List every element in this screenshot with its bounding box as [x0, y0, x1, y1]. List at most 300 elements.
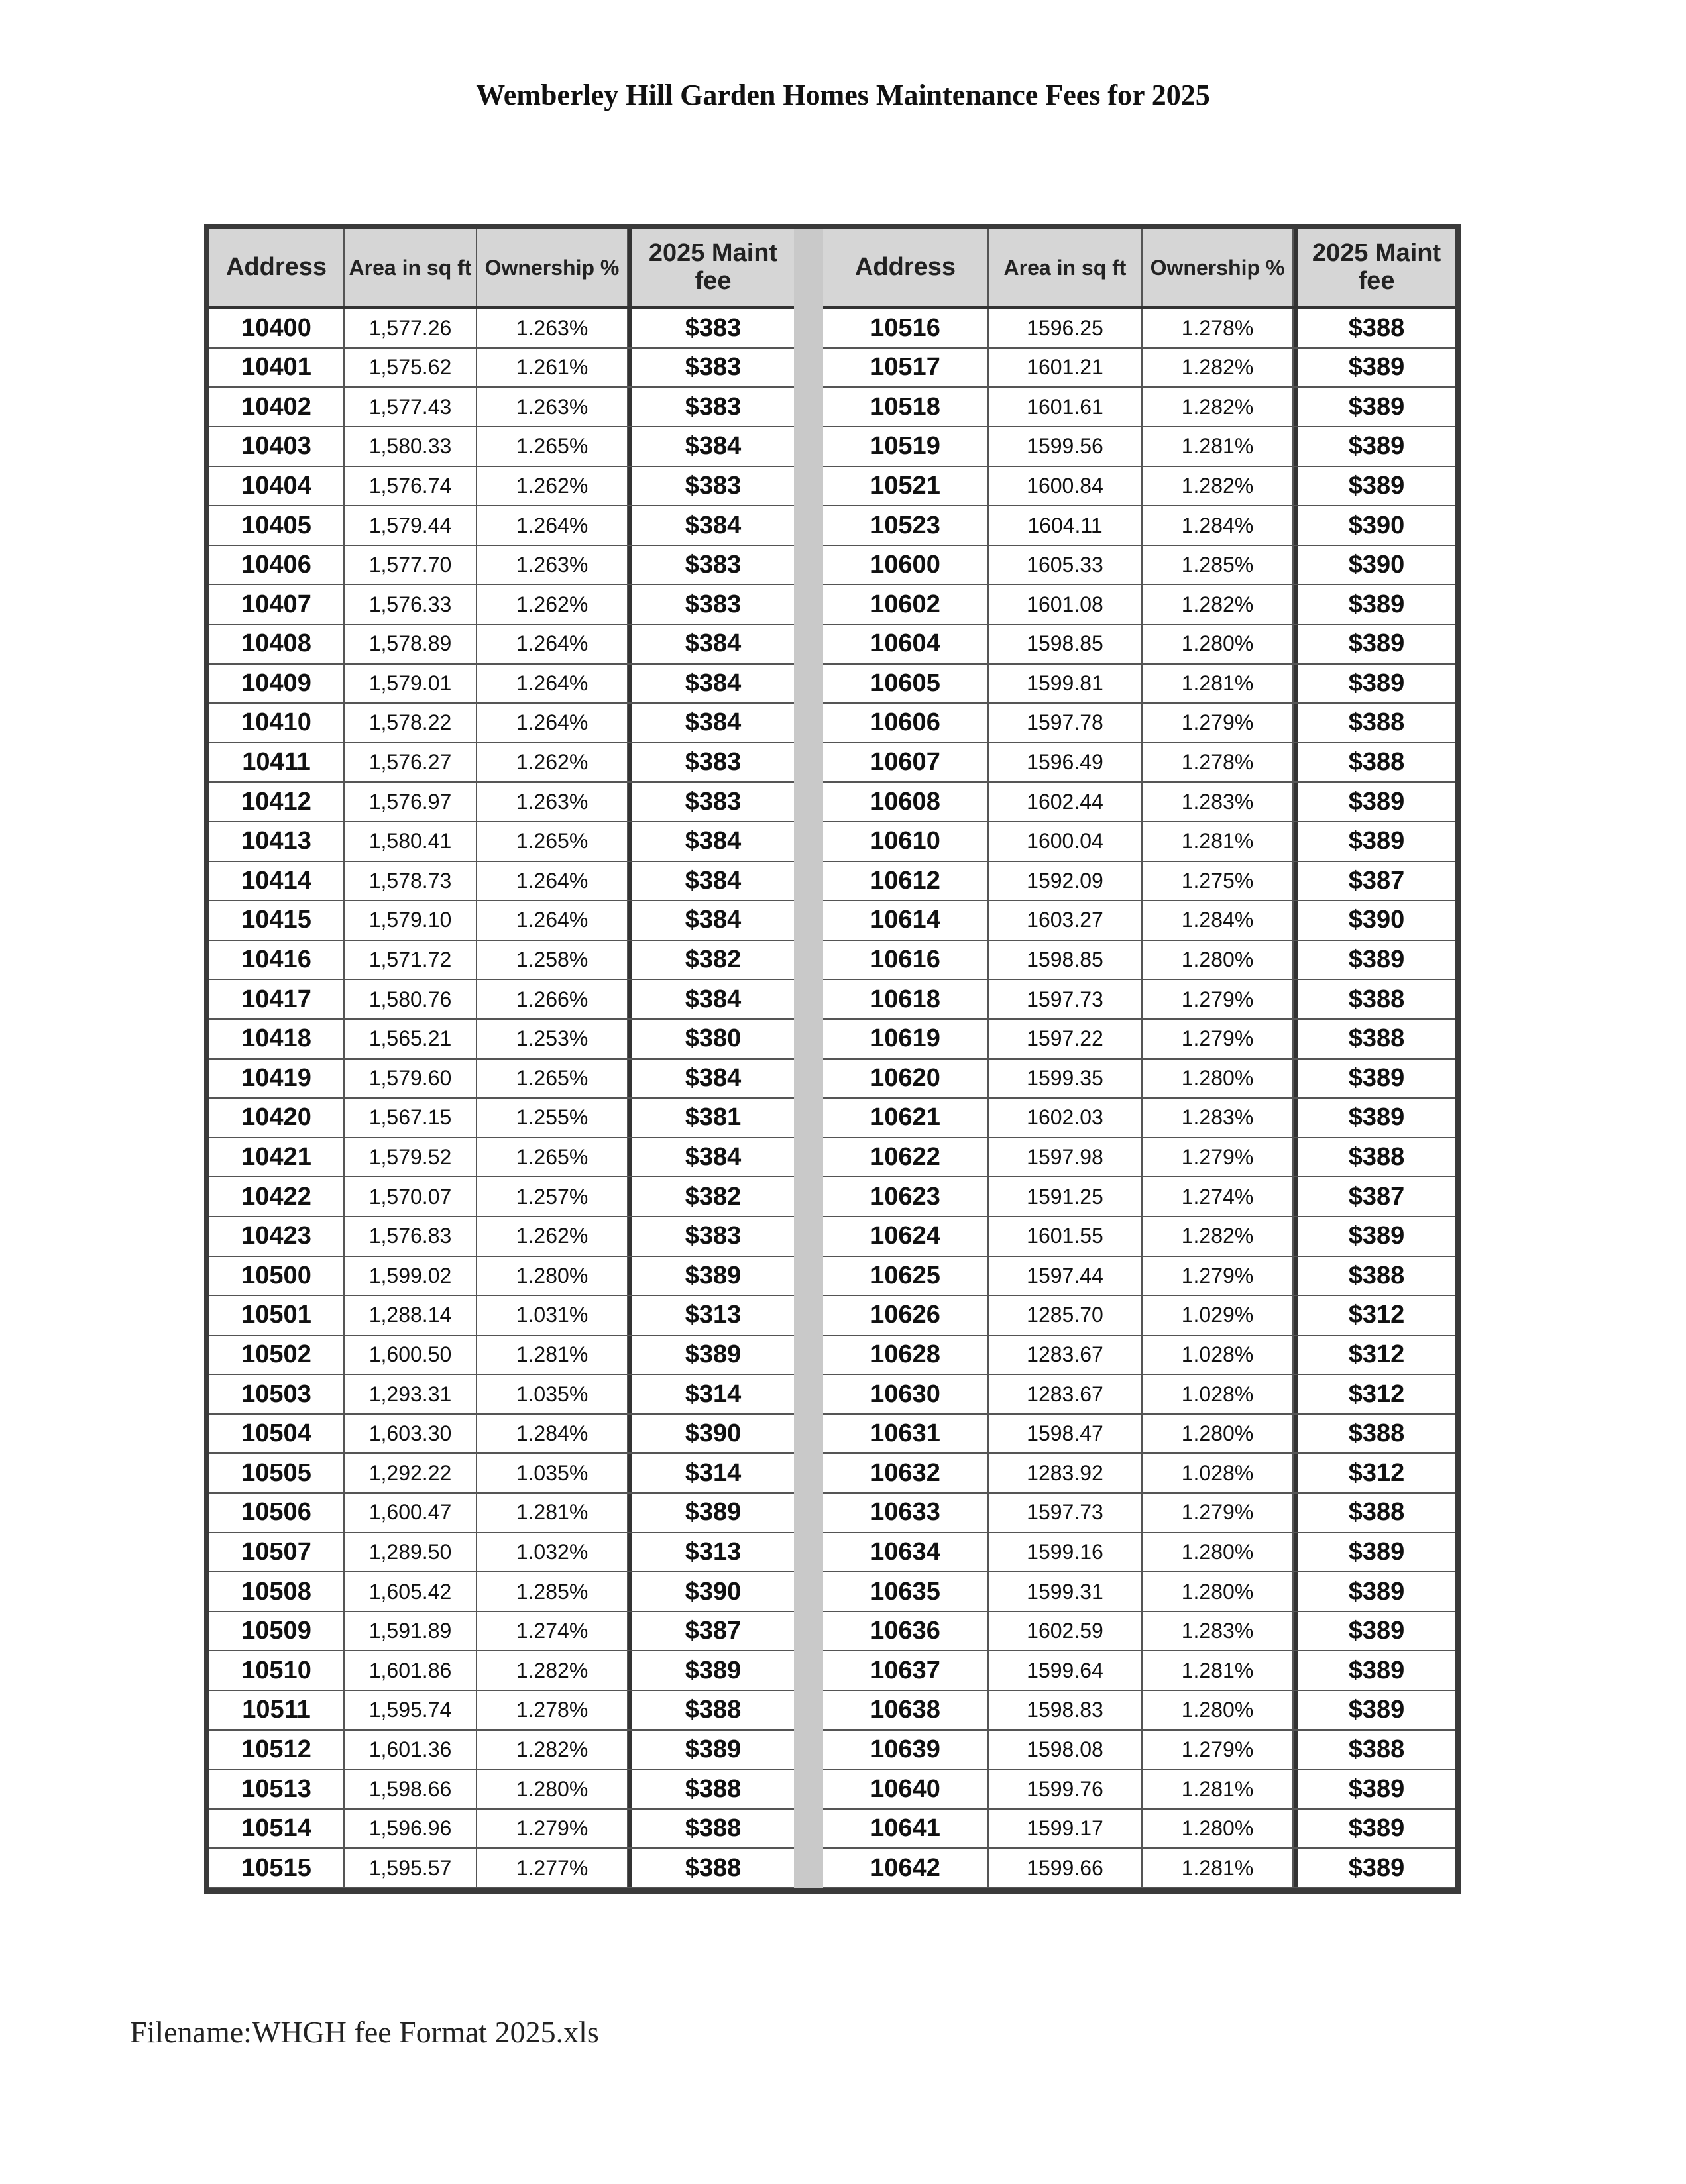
cell-area: 1,571.72 [345, 941, 477, 979]
table-row [823, 1731, 1455, 1771]
cell-ownership: 1.280% [1143, 1572, 1294, 1611]
table-row [209, 1810, 794, 1849]
table-row [209, 1533, 794, 1573]
cell-fee: $388 [1294, 1415, 1455, 1453]
table-row [823, 941, 1455, 981]
cell-ownership: 1.279% [477, 1810, 628, 1848]
cell-fee: $389 [628, 1257, 794, 1295]
table-row [823, 1375, 1455, 1415]
table-row [823, 1572, 1455, 1612]
cell-fee: $388 [1294, 1731, 1455, 1769]
table-row [823, 862, 1455, 902]
table-row [823, 506, 1455, 546]
cell-ownership: 1.264% [477, 704, 628, 742]
table-row [823, 743, 1455, 783]
table-row [823, 1257, 1455, 1297]
cell-ownership: 1.262% [477, 585, 628, 624]
table-row [209, 704, 794, 743]
cell-fee: $313 [628, 1533, 794, 1572]
cell-fee: $313 [628, 1296, 794, 1335]
cell-address: 10510 [209, 1651, 345, 1690]
cell-address: 10507 [209, 1533, 345, 1572]
cell-area: 1,580.41 [345, 822, 477, 861]
table-row [209, 1849, 794, 1888]
cell-fee: $384 [628, 1138, 794, 1177]
cell-ownership: 1.281% [1143, 427, 1294, 466]
cell-ownership: 1.281% [477, 1336, 628, 1374]
header-ownership: Ownership % [1143, 229, 1294, 306]
cell-area: 1597.73 [989, 1494, 1143, 1532]
cell-area: 1604.11 [989, 506, 1143, 545]
cell-address: 10417 [209, 980, 345, 1018]
cell-ownership: 1.032% [477, 1533, 628, 1572]
cell-ownership: 1.280% [1143, 1691, 1294, 1729]
cell-ownership: 1.282% [1143, 349, 1294, 387]
cell-fee: $389 [1294, 625, 1455, 663]
cell-fee: $380 [628, 1020, 794, 1058]
cell-address: 10400 [209, 309, 345, 347]
cell-ownership: 1.280% [1143, 1415, 1294, 1453]
cell-area: 1602.44 [989, 783, 1143, 821]
table-row [823, 349, 1455, 388]
cell-address: 10618 [823, 980, 989, 1018]
cell-area: 1,576.33 [345, 585, 477, 624]
cell-area: 1599.76 [989, 1770, 1143, 1808]
cell-fee: $389 [1294, 1651, 1455, 1690]
cell-area: 1,578.73 [345, 862, 477, 901]
cell-address: 10404 [209, 467, 345, 506]
table-row [209, 1257, 794, 1297]
cell-address: 10409 [209, 665, 345, 703]
cell-address: 10401 [209, 349, 345, 387]
cell-fee: $383 [628, 743, 794, 782]
cell-fee: $390 [628, 1572, 794, 1611]
cell-ownership: 1.281% [1143, 1770, 1294, 1808]
cell-address: 10517 [823, 349, 989, 387]
table-row [823, 1099, 1455, 1138]
table-row [823, 467, 1455, 507]
cell-fee: $389 [1294, 1612, 1455, 1651]
cell-fee: $383 [628, 783, 794, 821]
cell-fee: $383 [628, 546, 794, 584]
cell-address: 10415 [209, 901, 345, 940]
cell-ownership: 1.264% [477, 901, 628, 940]
cell-area: 1,575.62 [345, 349, 477, 387]
cell-area: 1,293.31 [345, 1375, 477, 1413]
cell-address: 10628 [823, 1336, 989, 1374]
cell-ownership: 1.264% [477, 862, 628, 901]
table-row [209, 901, 794, 941]
cell-area: 1599.16 [989, 1533, 1143, 1572]
cell-area: 1591.25 [989, 1177, 1143, 1216]
cell-address: 10634 [823, 1533, 989, 1572]
cell-area: 1603.27 [989, 901, 1143, 940]
header-area: Area in sq ft [989, 229, 1143, 306]
cell-address: 10405 [209, 506, 345, 545]
cell-address: 10639 [823, 1731, 989, 1769]
cell-fee: $388 [1294, 1494, 1455, 1532]
cell-ownership: 1.280% [1143, 941, 1294, 979]
table-row [209, 1454, 794, 1494]
cell-area: 1598.08 [989, 1731, 1143, 1769]
fees-table-left-half [209, 229, 794, 1888]
table-row [823, 1415, 1455, 1454]
cell-address: 10631 [823, 1415, 989, 1453]
table-row [209, 1651, 794, 1691]
header-fee: 2025 Maint fee [1294, 229, 1455, 306]
table-row [209, 1138, 794, 1178]
cell-fee: $381 [628, 1099, 794, 1137]
table-row [823, 783, 1455, 822]
cell-ownership: 1.258% [477, 941, 628, 979]
cell-area: 1,579.44 [345, 506, 477, 545]
cell-address: 10641 [823, 1810, 989, 1848]
cell-address: 10518 [823, 388, 989, 426]
cell-ownership: 1.029% [1143, 1296, 1294, 1335]
cell-area: 1601.55 [989, 1217, 1143, 1256]
cell-fee: $389 [628, 1494, 794, 1532]
cell-ownership: 1.261% [477, 349, 628, 387]
cell-address: 10626 [823, 1296, 989, 1335]
cell-ownership: 1.279% [1143, 1731, 1294, 1769]
cell-area: 1,289.50 [345, 1533, 477, 1572]
cell-area: 1600.04 [989, 822, 1143, 861]
cell-area: 1599.66 [989, 1849, 1143, 1887]
cell-area: 1,605.42 [345, 1572, 477, 1611]
cell-address: 10508 [209, 1572, 345, 1611]
table-row [209, 467, 794, 507]
cell-fee: $389 [1294, 467, 1455, 506]
table-row [823, 1612, 1455, 1652]
cell-ownership: 1.281% [1143, 1651, 1294, 1690]
cell-area: 1599.35 [989, 1060, 1143, 1098]
table-row [823, 1454, 1455, 1494]
cell-area: 1,595.57 [345, 1849, 477, 1887]
cell-area: 1597.22 [989, 1020, 1143, 1058]
cell-ownership: 1.257% [477, 1177, 628, 1216]
table-body-right [823, 309, 1455, 1888]
cell-address: 10637 [823, 1651, 989, 1690]
header-address: Address [209, 229, 345, 306]
cell-ownership: 1.285% [1143, 546, 1294, 584]
cell-area: 1592.09 [989, 862, 1143, 901]
cell-area: 1,578.22 [345, 704, 477, 742]
table-row [823, 388, 1455, 427]
cell-address: 10407 [209, 585, 345, 624]
cell-ownership: 1.279% [1143, 1257, 1294, 1295]
cell-ownership: 1.285% [477, 1572, 628, 1611]
table-row [209, 941, 794, 981]
cell-fee: $383 [628, 388, 794, 426]
cell-ownership: 1.278% [1143, 743, 1294, 782]
table-row [823, 1217, 1455, 1257]
cell-area: 1,579.52 [345, 1138, 477, 1177]
table-row [823, 901, 1455, 941]
cell-area: 1,577.26 [345, 309, 477, 347]
cell-fee: $389 [628, 1336, 794, 1374]
cell-fee: $389 [1294, 941, 1455, 979]
cell-fee: $312 [1294, 1296, 1455, 1335]
cell-area: 1599.81 [989, 665, 1143, 703]
table-row [209, 1020, 794, 1060]
cell-fee: $389 [1294, 388, 1455, 426]
cell-ownership: 1.284% [1143, 901, 1294, 940]
table-row [823, 980, 1455, 1020]
cell-area: 1,576.74 [345, 467, 477, 506]
cell-area: 1,576.97 [345, 783, 477, 821]
cell-fee: $384 [628, 506, 794, 545]
cell-fee: $382 [628, 1177, 794, 1216]
cell-area: 1602.59 [989, 1612, 1143, 1651]
cell-address: 10602 [823, 585, 989, 624]
cell-fee: $384 [628, 625, 794, 663]
cell-fee: $383 [628, 1217, 794, 1256]
cell-fee: $388 [628, 1849, 794, 1887]
table-row [209, 388, 794, 427]
cell-fee: $389 [628, 1731, 794, 1769]
cell-fee: $390 [628, 1415, 794, 1453]
cell-area: 1605.33 [989, 546, 1143, 584]
table-row [209, 1296, 794, 1336]
cell-address: 10610 [823, 822, 989, 861]
cell-ownership: 1.282% [1143, 1217, 1294, 1256]
table-row [823, 1060, 1455, 1099]
table-row [209, 1060, 794, 1099]
header-area: Area in sq ft [345, 229, 477, 306]
cell-address: 10614 [823, 901, 989, 940]
table-row [209, 1217, 794, 1257]
cell-fee: $389 [1294, 1099, 1455, 1137]
cell-address: 10632 [823, 1454, 989, 1492]
cell-address: 10606 [823, 704, 989, 742]
cell-ownership: 1.264% [477, 506, 628, 545]
table-row [823, 1020, 1455, 1060]
cell-fee: $388 [1294, 1020, 1455, 1058]
cell-area: 1,591.89 [345, 1612, 477, 1651]
cell-fee: $314 [628, 1375, 794, 1413]
cell-area: 1597.73 [989, 980, 1143, 1018]
cell-area: 1599.31 [989, 1572, 1143, 1611]
table-row [823, 625, 1455, 665]
cell-ownership: 1.028% [1143, 1375, 1294, 1413]
cell-fee: $389 [1294, 822, 1455, 861]
table-row [823, 1138, 1455, 1178]
page-title: Wemberley Hill Garden Homes Maintenance Fees for 2025 [476, 79, 1210, 111]
cell-address: 10622 [823, 1138, 989, 1177]
cell-area: 1601.08 [989, 585, 1143, 624]
cell-ownership: 1.266% [477, 980, 628, 1018]
cell-address: 10624 [823, 1217, 989, 1256]
cell-ownership: 1.281% [477, 1494, 628, 1532]
cell-area: 1285.70 [989, 1296, 1143, 1335]
table-row [823, 665, 1455, 704]
cell-fee: $389 [1294, 1849, 1455, 1887]
cell-ownership: 1.284% [477, 1415, 628, 1453]
table-row [209, 1177, 794, 1217]
cell-ownership: 1.284% [1143, 506, 1294, 545]
cell-area: 1599.64 [989, 1651, 1143, 1690]
table-body-left [209, 309, 794, 1888]
cell-address: 10421 [209, 1138, 345, 1177]
cell-address: 10411 [209, 743, 345, 782]
cell-area: 1598.85 [989, 625, 1143, 663]
cell-address: 10516 [823, 309, 989, 347]
cell-area: 1598.47 [989, 1415, 1143, 1453]
table-row [209, 427, 794, 467]
cell-ownership: 1.278% [1143, 309, 1294, 347]
cell-ownership: 1.282% [477, 1651, 628, 1690]
cell-area: 1,576.83 [345, 1217, 477, 1256]
cell-area: 1,600.50 [345, 1336, 477, 1374]
cell-area: 1597.78 [989, 704, 1143, 742]
cell-ownership: 1.279% [1143, 980, 1294, 1018]
table-row [823, 1770, 1455, 1810]
cell-ownership: 1.283% [1143, 783, 1294, 821]
cell-ownership: 1.283% [1143, 1099, 1294, 1137]
cell-ownership: 1.281% [1143, 1849, 1294, 1887]
cell-ownership: 1.280% [1143, 1810, 1294, 1848]
table-row [209, 1770, 794, 1810]
cell-address: 10605 [823, 665, 989, 703]
cell-area: 1,595.74 [345, 1691, 477, 1729]
cell-address: 10621 [823, 1099, 989, 1137]
table-row [209, 862, 794, 902]
cell-address: 10640 [823, 1770, 989, 1808]
cell-ownership: 1.279% [1143, 1494, 1294, 1532]
cell-area: 1602.03 [989, 1099, 1143, 1137]
cell-ownership: 1.255% [477, 1099, 628, 1137]
cell-address: 10420 [209, 1099, 345, 1137]
cell-area: 1,601.86 [345, 1651, 477, 1690]
cell-ownership: 1.031% [477, 1296, 628, 1335]
cell-address: 10635 [823, 1572, 989, 1611]
table-row [823, 585, 1455, 625]
table-row [823, 1849, 1455, 1888]
cell-fee: $389 [1294, 1060, 1455, 1098]
table-row [209, 1572, 794, 1612]
cell-ownership: 1.263% [477, 309, 628, 347]
cell-ownership: 1.280% [477, 1770, 628, 1808]
cell-area: 1,596.96 [345, 1810, 477, 1848]
cell-fee: $384 [628, 862, 794, 901]
filename-footer: Filename:WHGH fee Format 2025.xls [130, 2015, 599, 2049]
cell-ownership: 1.280% [1143, 1060, 1294, 1098]
cell-ownership: 1.262% [477, 1217, 628, 1256]
cell-address: 10414 [209, 862, 345, 901]
cell-address: 10608 [823, 783, 989, 821]
cell-ownership: 1.028% [1143, 1336, 1294, 1374]
table-row [209, 743, 794, 783]
cell-address: 10410 [209, 704, 345, 742]
cell-ownership: 1.282% [1143, 467, 1294, 506]
table-row [823, 1336, 1455, 1376]
fees-table [204, 224, 1461, 1894]
cell-address: 10630 [823, 1375, 989, 1413]
cell-fee: $383 [628, 349, 794, 387]
cell-address: 10419 [209, 1060, 345, 1098]
cell-ownership: 1.280% [1143, 625, 1294, 663]
table-row [823, 704, 1455, 743]
cell-fee: $384 [628, 822, 794, 861]
table-row [823, 1810, 1455, 1849]
cell-fee: $384 [628, 901, 794, 940]
cell-fee: $387 [1294, 1177, 1455, 1216]
cell-ownership: 1.280% [1143, 1533, 1294, 1572]
cell-address: 10412 [209, 783, 345, 821]
table-row [209, 1494, 794, 1533]
cell-address: 10503 [209, 1375, 345, 1413]
cell-area: 1,577.70 [345, 546, 477, 584]
cell-address: 10636 [823, 1612, 989, 1651]
cell-fee: $389 [1294, 665, 1455, 703]
cell-ownership: 1.262% [477, 743, 628, 782]
cell-address: 10422 [209, 1177, 345, 1216]
table-row [209, 1731, 794, 1771]
cell-fee: $384 [628, 427, 794, 466]
cell-area: 1,288.14 [345, 1296, 477, 1335]
cell-fee: $312 [1294, 1336, 1455, 1374]
cell-ownership: 1.028% [1143, 1454, 1294, 1492]
table-row [823, 1177, 1455, 1217]
cell-ownership: 1.282% [477, 1731, 628, 1769]
cell-address: 10625 [823, 1257, 989, 1295]
cell-ownership: 1.277% [477, 1849, 628, 1887]
table-row [209, 1336, 794, 1376]
cell-fee: $387 [1294, 862, 1455, 901]
table-row [209, 1375, 794, 1415]
cell-fee: $314 [628, 1454, 794, 1492]
cell-fee: $389 [1294, 1217, 1455, 1256]
cell-address: 10620 [823, 1060, 989, 1098]
cell-fee: $389 [1294, 1810, 1455, 1848]
cell-area: 1,598.66 [345, 1770, 477, 1808]
cell-address: 10501 [209, 1296, 345, 1335]
cell-area: 1,579.10 [345, 901, 477, 940]
table-row [823, 1296, 1455, 1336]
cell-address: 10502 [209, 1336, 345, 1374]
table-row [209, 1691, 794, 1731]
cell-area: 1,603.30 [345, 1415, 477, 1453]
table-row [209, 1415, 794, 1454]
cell-area: 1,567.15 [345, 1099, 477, 1137]
cell-address: 10600 [823, 546, 989, 584]
cell-address: 10505 [209, 1454, 345, 1492]
cell-area: 1,576.27 [345, 743, 477, 782]
cell-ownership: 1.035% [477, 1454, 628, 1492]
cell-ownership: 1.279% [1143, 1020, 1294, 1058]
cell-ownership: 1.263% [477, 546, 628, 584]
table-row [823, 427, 1455, 467]
cell-address: 10607 [823, 743, 989, 782]
cell-area: 1,599.02 [345, 1257, 477, 1295]
cell-ownership: 1.264% [477, 625, 628, 663]
cell-address: 10506 [209, 1494, 345, 1532]
cell-area: 1,579.60 [345, 1060, 477, 1098]
table-row [823, 1494, 1455, 1533]
cell-address: 10604 [823, 625, 989, 663]
table-row [209, 349, 794, 388]
cell-area: 1598.85 [989, 941, 1143, 979]
cell-ownership: 1.274% [1143, 1177, 1294, 1216]
cell-ownership: 1.275% [1143, 862, 1294, 901]
cell-ownership: 1.274% [477, 1612, 628, 1651]
table-row [823, 1651, 1455, 1691]
cell-area: 1,292.22 [345, 1454, 477, 1492]
cell-ownership: 1.280% [477, 1257, 628, 1295]
cell-area: 1596.49 [989, 743, 1143, 782]
cell-area: 1283.67 [989, 1375, 1143, 1413]
cell-address: 10513 [209, 1770, 345, 1808]
